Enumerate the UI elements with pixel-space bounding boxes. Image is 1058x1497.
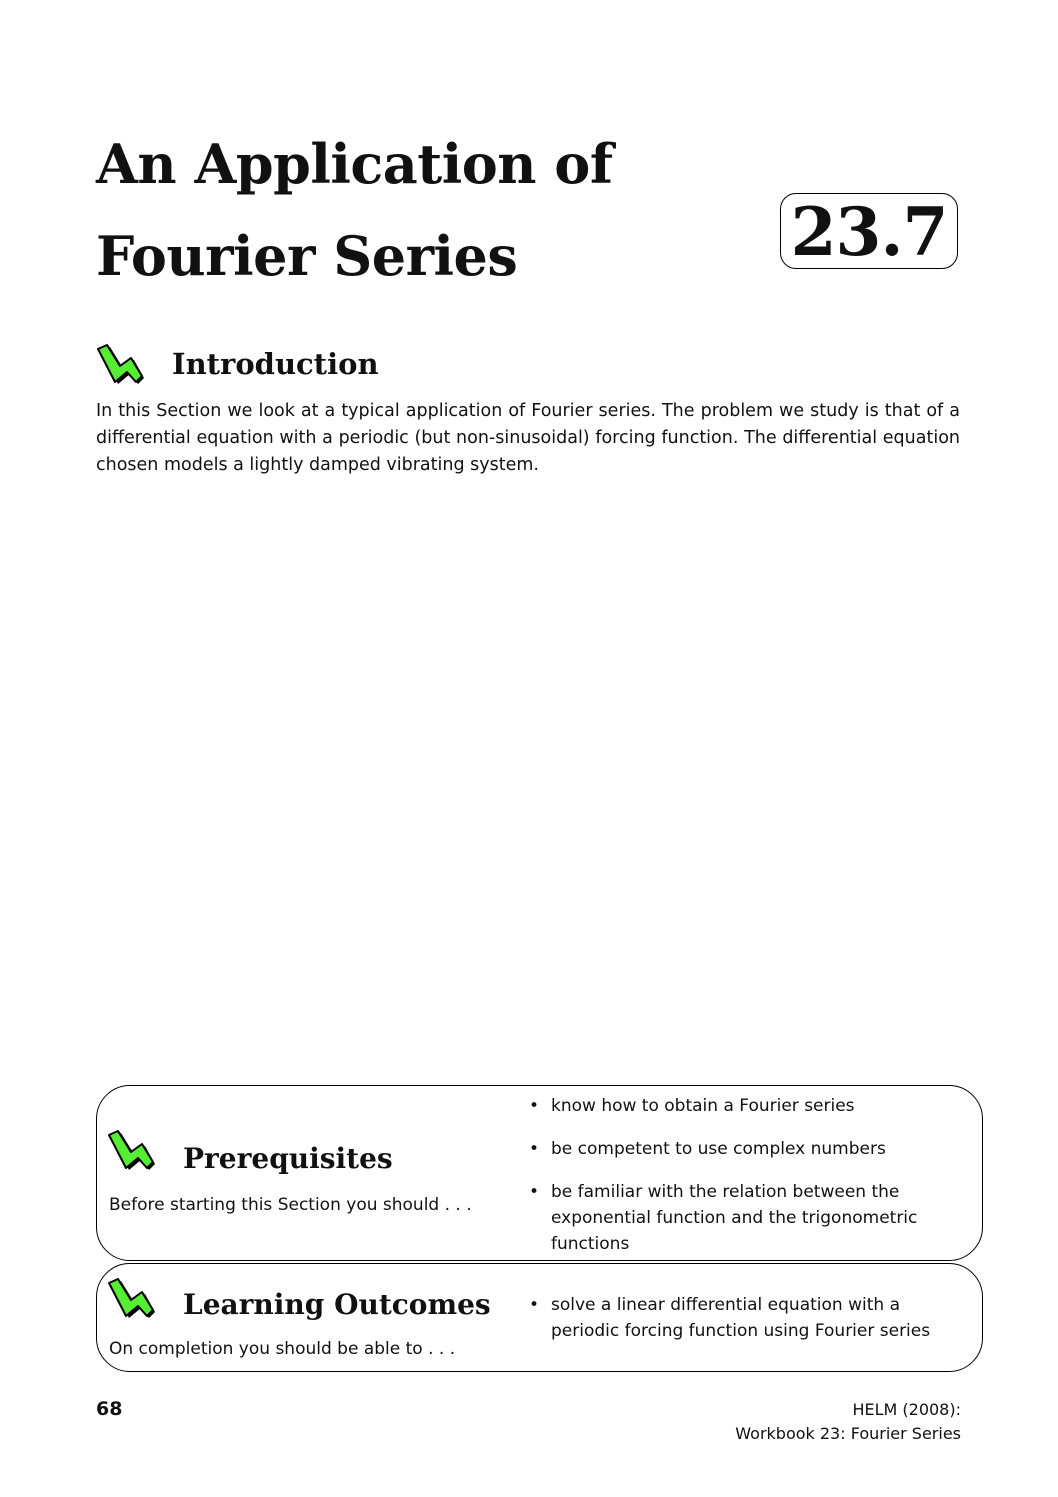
footer-line-1: HELM (2008): <box>852 1400 961 1419</box>
page-title <box>96 118 613 302</box>
list-item: • be competent to use complex numbers <box>529 1136 949 1162</box>
footer-line-2: Workbook 23: Fourier Series <box>735 1424 961 1443</box>
prerequisites-box <box>96 1085 983 1261</box>
section-number-badge: 23.7 <box>780 193 958 269</box>
list-item: • solve a linear differential equation with a periodic forcing function using Fourier series <box>529 1292 949 1344</box>
introduction-heading: Introduction <box>172 347 379 381</box>
prerequisites-subtext: Before starting this Section you should . . . <box>109 1195 472 1215</box>
page-title-line-2: Fourier Series <box>96 224 518 288</box>
green-arrow-icon <box>107 1130 163 1178</box>
prerequisites-heading: Prerequisites <box>183 1142 393 1175</box>
green-arrow-icon <box>96 344 152 392</box>
introduction-text: In this Section we look at a typical application of Fourier series. The problem we study is that of a differential equation with a periodic (but non-sinusoidal) forcing function. The differential equation chosen models a lightly damped vibrating system. <box>96 401 960 475</box>
learning-outcomes-heading: Learning Outcomes <box>183 1288 491 1321</box>
page-number: 68 <box>96 1398 123 1420</box>
prerequisites-list <box>529 1093 949 1274</box>
list-item: • be familiar with the relation between the exponential function and the trigonometric functions <box>529 1179 949 1257</box>
learning-outcomes-box <box>96 1263 983 1372</box>
learning-outcomes-subtext: On completion you should be able to . . . <box>109 1339 456 1359</box>
learning-outcomes-list <box>529 1292 949 1361</box>
page-title-line-1: An Application of <box>96 132 613 196</box>
footer-source <box>735 1398 961 1446</box>
list-item: • know how to obtain a Fourier series <box>529 1093 949 1119</box>
green-arrow-icon <box>107 1278 163 1326</box>
